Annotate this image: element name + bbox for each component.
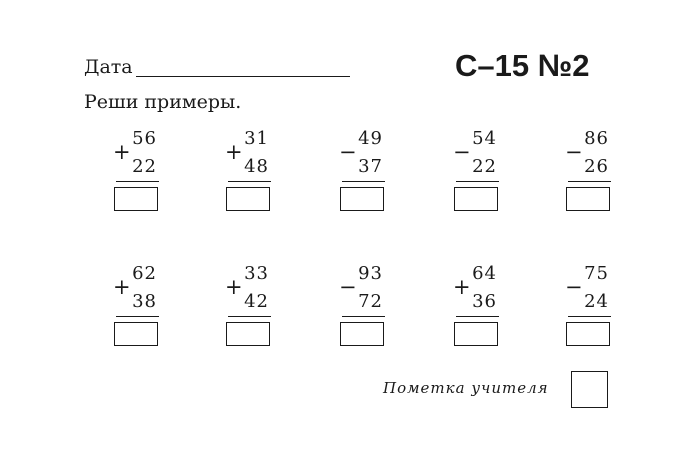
answer-box[interactable]	[226, 187, 270, 211]
operator-sign: +	[113, 275, 131, 299]
first-operand: 54	[472, 128, 497, 149]
problem-7	[225, 263, 295, 358]
operator-sign: +	[225, 275, 243, 299]
second-operand: 24	[584, 291, 609, 312]
sum-line	[568, 181, 611, 182]
operator-sign: +	[225, 140, 243, 164]
answer-box[interactable]	[566, 322, 610, 346]
teacher-note-box[interactable]	[571, 371, 608, 408]
operator-sign: +	[453, 275, 471, 299]
sum-line	[116, 181, 159, 182]
answer-box[interactable]	[114, 187, 158, 211]
task-instruction: Реши примеры.	[84, 91, 242, 113]
operator-sign: −	[453, 140, 471, 164]
problem-9	[453, 263, 523, 358]
second-operand: 42	[244, 291, 269, 312]
first-operand: 62	[132, 263, 157, 284]
sum-line	[568, 316, 611, 317]
problem-6	[113, 263, 183, 358]
first-operand: 75	[584, 263, 609, 284]
date-label: Дата	[84, 56, 133, 78]
answer-box[interactable]	[226, 322, 270, 346]
date-line[interactable]	[136, 76, 350, 77]
sum-line	[456, 181, 499, 182]
second-operand: 37	[358, 156, 383, 177]
second-operand: 72	[358, 291, 383, 312]
answer-box[interactable]	[454, 322, 498, 346]
answer-box[interactable]	[454, 187, 498, 211]
answer-box[interactable]	[566, 187, 610, 211]
sum-line	[456, 316, 499, 317]
answer-box[interactable]	[340, 187, 384, 211]
first-operand: 56	[132, 128, 157, 149]
operator-sign: −	[565, 275, 583, 299]
problem-1	[113, 128, 183, 223]
sum-line	[342, 181, 385, 182]
second-operand: 48	[244, 156, 269, 177]
second-operand: 36	[472, 291, 497, 312]
problem-10	[565, 263, 635, 358]
first-operand: 86	[584, 128, 609, 149]
operator-sign: +	[113, 140, 131, 164]
answer-box[interactable]	[340, 322, 384, 346]
operator-sign: −	[565, 140, 583, 164]
sum-line	[228, 316, 271, 317]
problem-2	[225, 128, 295, 223]
first-operand: 33	[244, 263, 269, 284]
sum-line	[342, 316, 385, 317]
teacher-note-label: Пометка учителя	[383, 379, 549, 397]
operator-sign: −	[339, 140, 357, 164]
first-operand: 64	[472, 263, 497, 284]
operator-sign: −	[339, 275, 357, 299]
second-operand: 22	[472, 156, 497, 177]
second-operand: 22	[132, 156, 157, 177]
answer-box[interactable]	[114, 322, 158, 346]
sum-line	[116, 316, 159, 317]
problem-8	[339, 263, 409, 358]
sum-line	[228, 181, 271, 182]
first-operand: 31	[244, 128, 269, 149]
problem-4	[453, 128, 523, 223]
first-operand: 93	[358, 263, 383, 284]
problem-5	[565, 128, 635, 223]
second-operand: 26	[584, 156, 609, 177]
problem-3	[339, 128, 409, 223]
second-operand: 38	[132, 291, 157, 312]
worksheet-code: С–15 №2	[455, 48, 590, 83]
first-operand: 49	[358, 128, 383, 149]
